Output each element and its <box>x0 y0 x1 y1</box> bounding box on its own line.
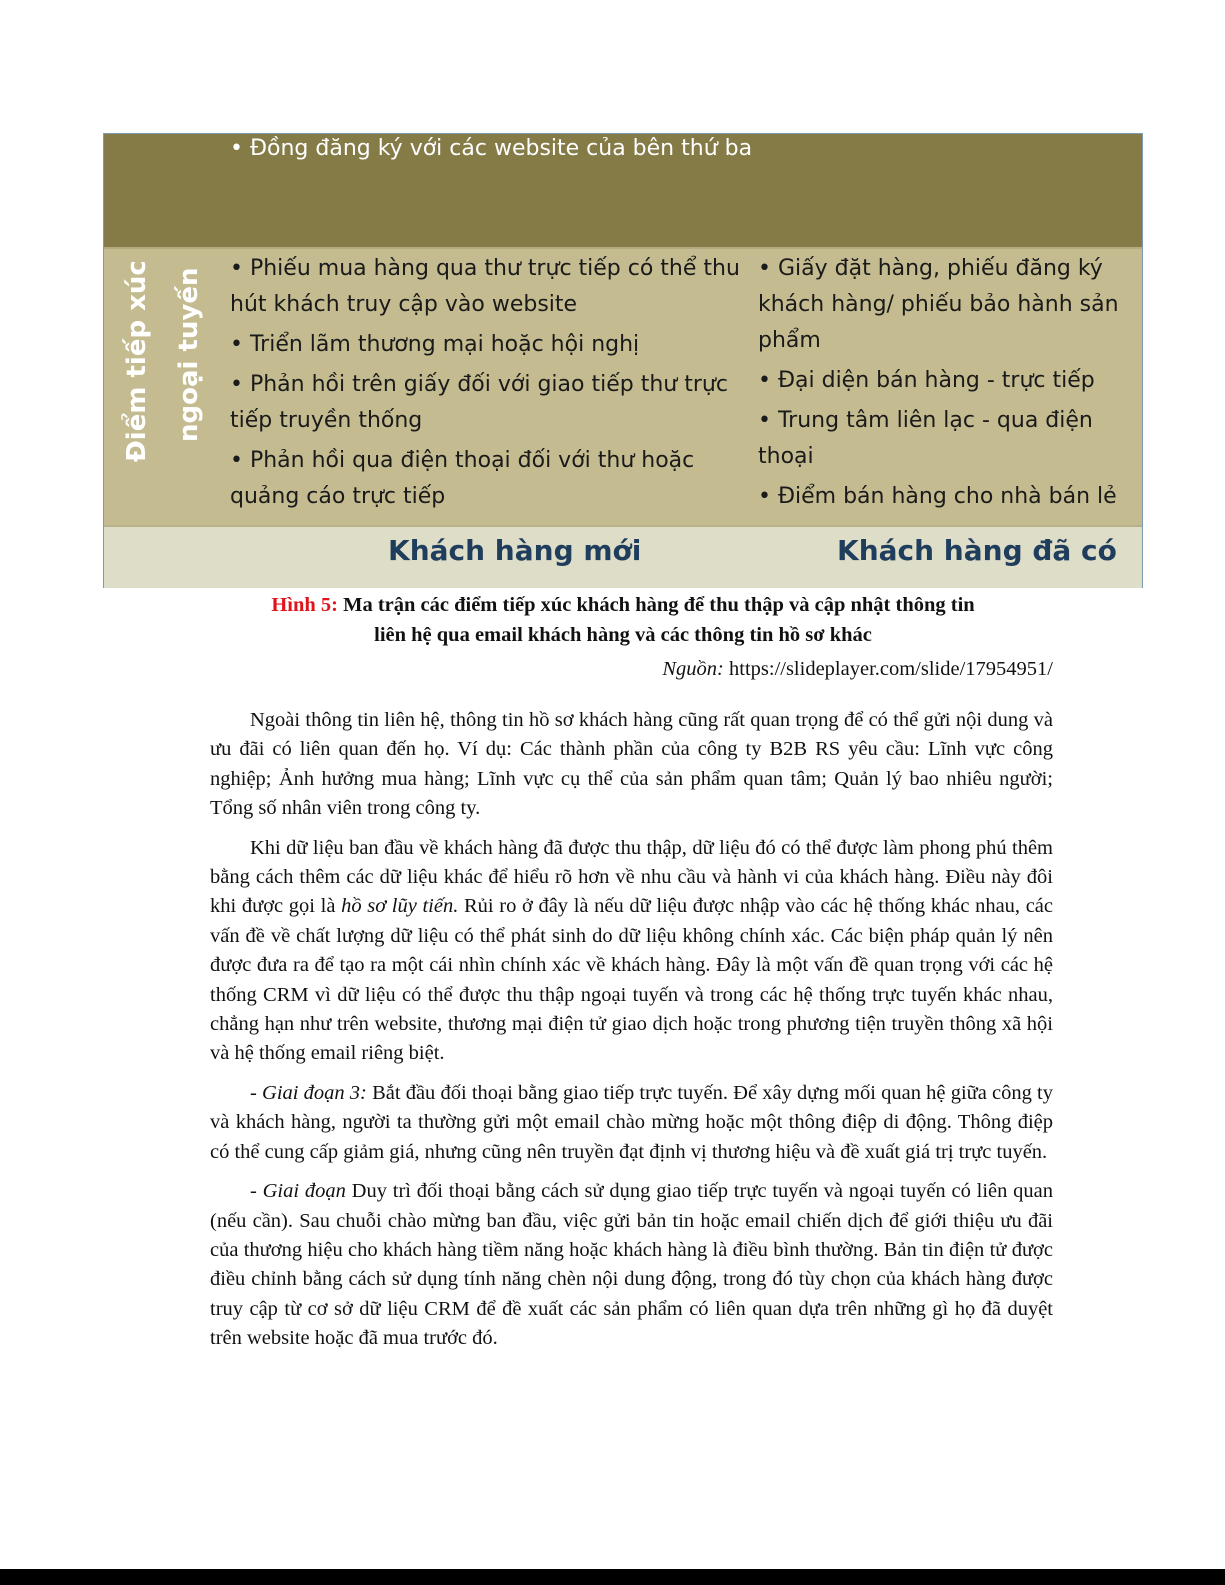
list-item: • Đại diện bán hàng - trực tiếp <box>758 368 1095 393</box>
paragraph-2 <box>210 834 1053 1069</box>
matrix-top-row <box>104 134 1142 247</box>
paragraph-3 <box>210 1079 1053 1167</box>
list-item: • Giấy đặt hàng, phiếu đăng ký khách hàng/ phiếu bảo hành sản phẩm <box>758 256 1119 353</box>
source-line <box>210 658 1053 681</box>
dash: - <box>250 1081 263 1104</box>
list-item: • Phản hồi qua điện thoại đối với thư hoặc quảng cáo trực tiếp <box>230 448 695 509</box>
list-item: • Triển lãm thương mại hoặc hội nghị <box>230 332 640 357</box>
side-label-line1: Điểm tiếp xúc <box>122 260 152 462</box>
paragraph-3-text: Bắt đầu đối thoại bằng giao tiếp trực tuyến. Để xây dựng mối quan hệ giữa công ty và khách hàng, người ta thường gửi một email chào mừng hoặc một thông điệp di động. Thông điệp có thể cung cấp giảm giá, nhưng cũng nên truyền đạt định vị thương hiệu và đề xuất giá trị trực tuyến. <box>210 1081 1053 1163</box>
existing-customers-heading: Khách hàng đã có <box>837 534 1117 567</box>
progressive-profiling-term: hồ sơ lũy tiến. <box>341 895 459 918</box>
list-item: • Trung tâm liên lạc - qua điện thoại <box>758 408 1093 469</box>
paragraph-4-text: Duy trì đối thoại bằng cách sử dụng giao tiếp trực tuyến và ngoại tuyến có liên quan (nếu cần). Sau chuỗi chào mừng ban đầu, việc gửi bản tin hoặc email chiến dịch để giới thiệu ưu đãi của thương hiệu cho khách hàng tiềm năng hoặc khách hàng là điều bình thường. Bản tin điện tử được điều chỉnh bằng cách sử dụng tính năng chèn nội dung động, trong đó tùy chọn của khách hàng được truy cập từ cơ sở dữ liệu CRM để đề xuất các sản phẩm có liên quan dựa trên những gì họ đã duyệt trên website hoặc đã mua trước đó. <box>210 1180 1053 1350</box>
source-url: https://slideplayer.com/slide/17954951/ <box>723 658 1053 680</box>
list-item: • Phản hồi trên giấy đối với giao tiếp thư trực tiếp truyền thống <box>230 372 728 433</box>
paragraph-2-text: Khi dữ liệu ban đầu về khách hàng đã được thu thập, dữ liệu đó có thể được làm phong phú thêm bằng cách thêm các dữ liệu khác để hiểu rõ hơn về nhu cầu và hành vi của khách hàng. Điều này đôi khi được gọi là <box>210 836 1053 918</box>
page-bottom-bar <box>0 1569 1225 1585</box>
matrix-offline-row <box>104 247 1142 525</box>
dash: - <box>250 1180 263 1203</box>
side-label-line2: ngoại tuyến <box>174 267 204 442</box>
figure-caption <box>103 590 1143 650</box>
caption-text: Ma trận các điểm tiếp xúc khách hàng để thu thập và cập nhật thông tin <box>337 594 975 616</box>
matrix-footer-row <box>104 525 1142 588</box>
paragraph-4 <box>210 1177 1053 1353</box>
stage-3-label: Giai đoạn 3: <box>262 1081 367 1104</box>
offline-touchpoints-label <box>112 257 222 519</box>
existing-customers-cell <box>758 251 1128 519</box>
top-row-item: • Đồng đăng ký với các website của bên thứ ba <box>230 136 753 161</box>
body-text <box>210 706 1053 1364</box>
list-item: • Phiếu mua hàng qua thư trực tiếp có thể thu hút khách truy cập vào website <box>230 256 740 317</box>
stage-label: Giai đoạn <box>262 1180 346 1203</box>
caption-label: Hình 5: <box>271 594 338 616</box>
list-item: • Điểm bán hàng cho nhà bán lẻ <box>758 484 1117 509</box>
paragraph-1: Ngoài thông tin liên hệ, thông tin hồ sơ khách hàng cũng rất quan trọng để có thể gửi nội dung và ưu đãi có liên quan đến họ. Ví dụ: Các thành phần của công ty B2B RS yêu cầu: Lĩnh vực công nghiệp; Ảnh hưởng mua hàng; Lĩnh vực cụ thể của sản phẩm quan tâm; Quản lý bao nhiêu người; Tổng số nhân viên trong công ty. <box>210 709 1053 820</box>
new-customers-heading: Khách hàng mới <box>388 534 642 567</box>
new-customers-cell <box>230 251 740 519</box>
source-label: Nguồn: <box>662 658 724 680</box>
caption-line2: liên hệ qua email khách hàng và các thông tin hồ sơ khác <box>374 624 872 646</box>
touchpoint-matrix-figure <box>103 133 1143 588</box>
paragraph-2-rest: Rủi ro ở đây là nếu dữ liệu được nhập vào các hệ thống khác nhau, các vấn đề về chất lượng dữ liệu có thể phát sinh do dữ liệu không chính xác. Các biện pháp quản lý nên được đưa ra để tạo ra một cái nhìn chính xác về khách hàng. Đây là một vấn đề quan trọng với các hệ thống CRM vì dữ liệu có thể được thu thập ngoại tuyến và trong các hệ thống trực tuyến khác nhau, chẳng hạn như trên website, thương mại điện tử giao dịch hoặc trong phương tiện truyền thông xã hội và hệ thống email riêng biệt. <box>210 895 1053 1065</box>
